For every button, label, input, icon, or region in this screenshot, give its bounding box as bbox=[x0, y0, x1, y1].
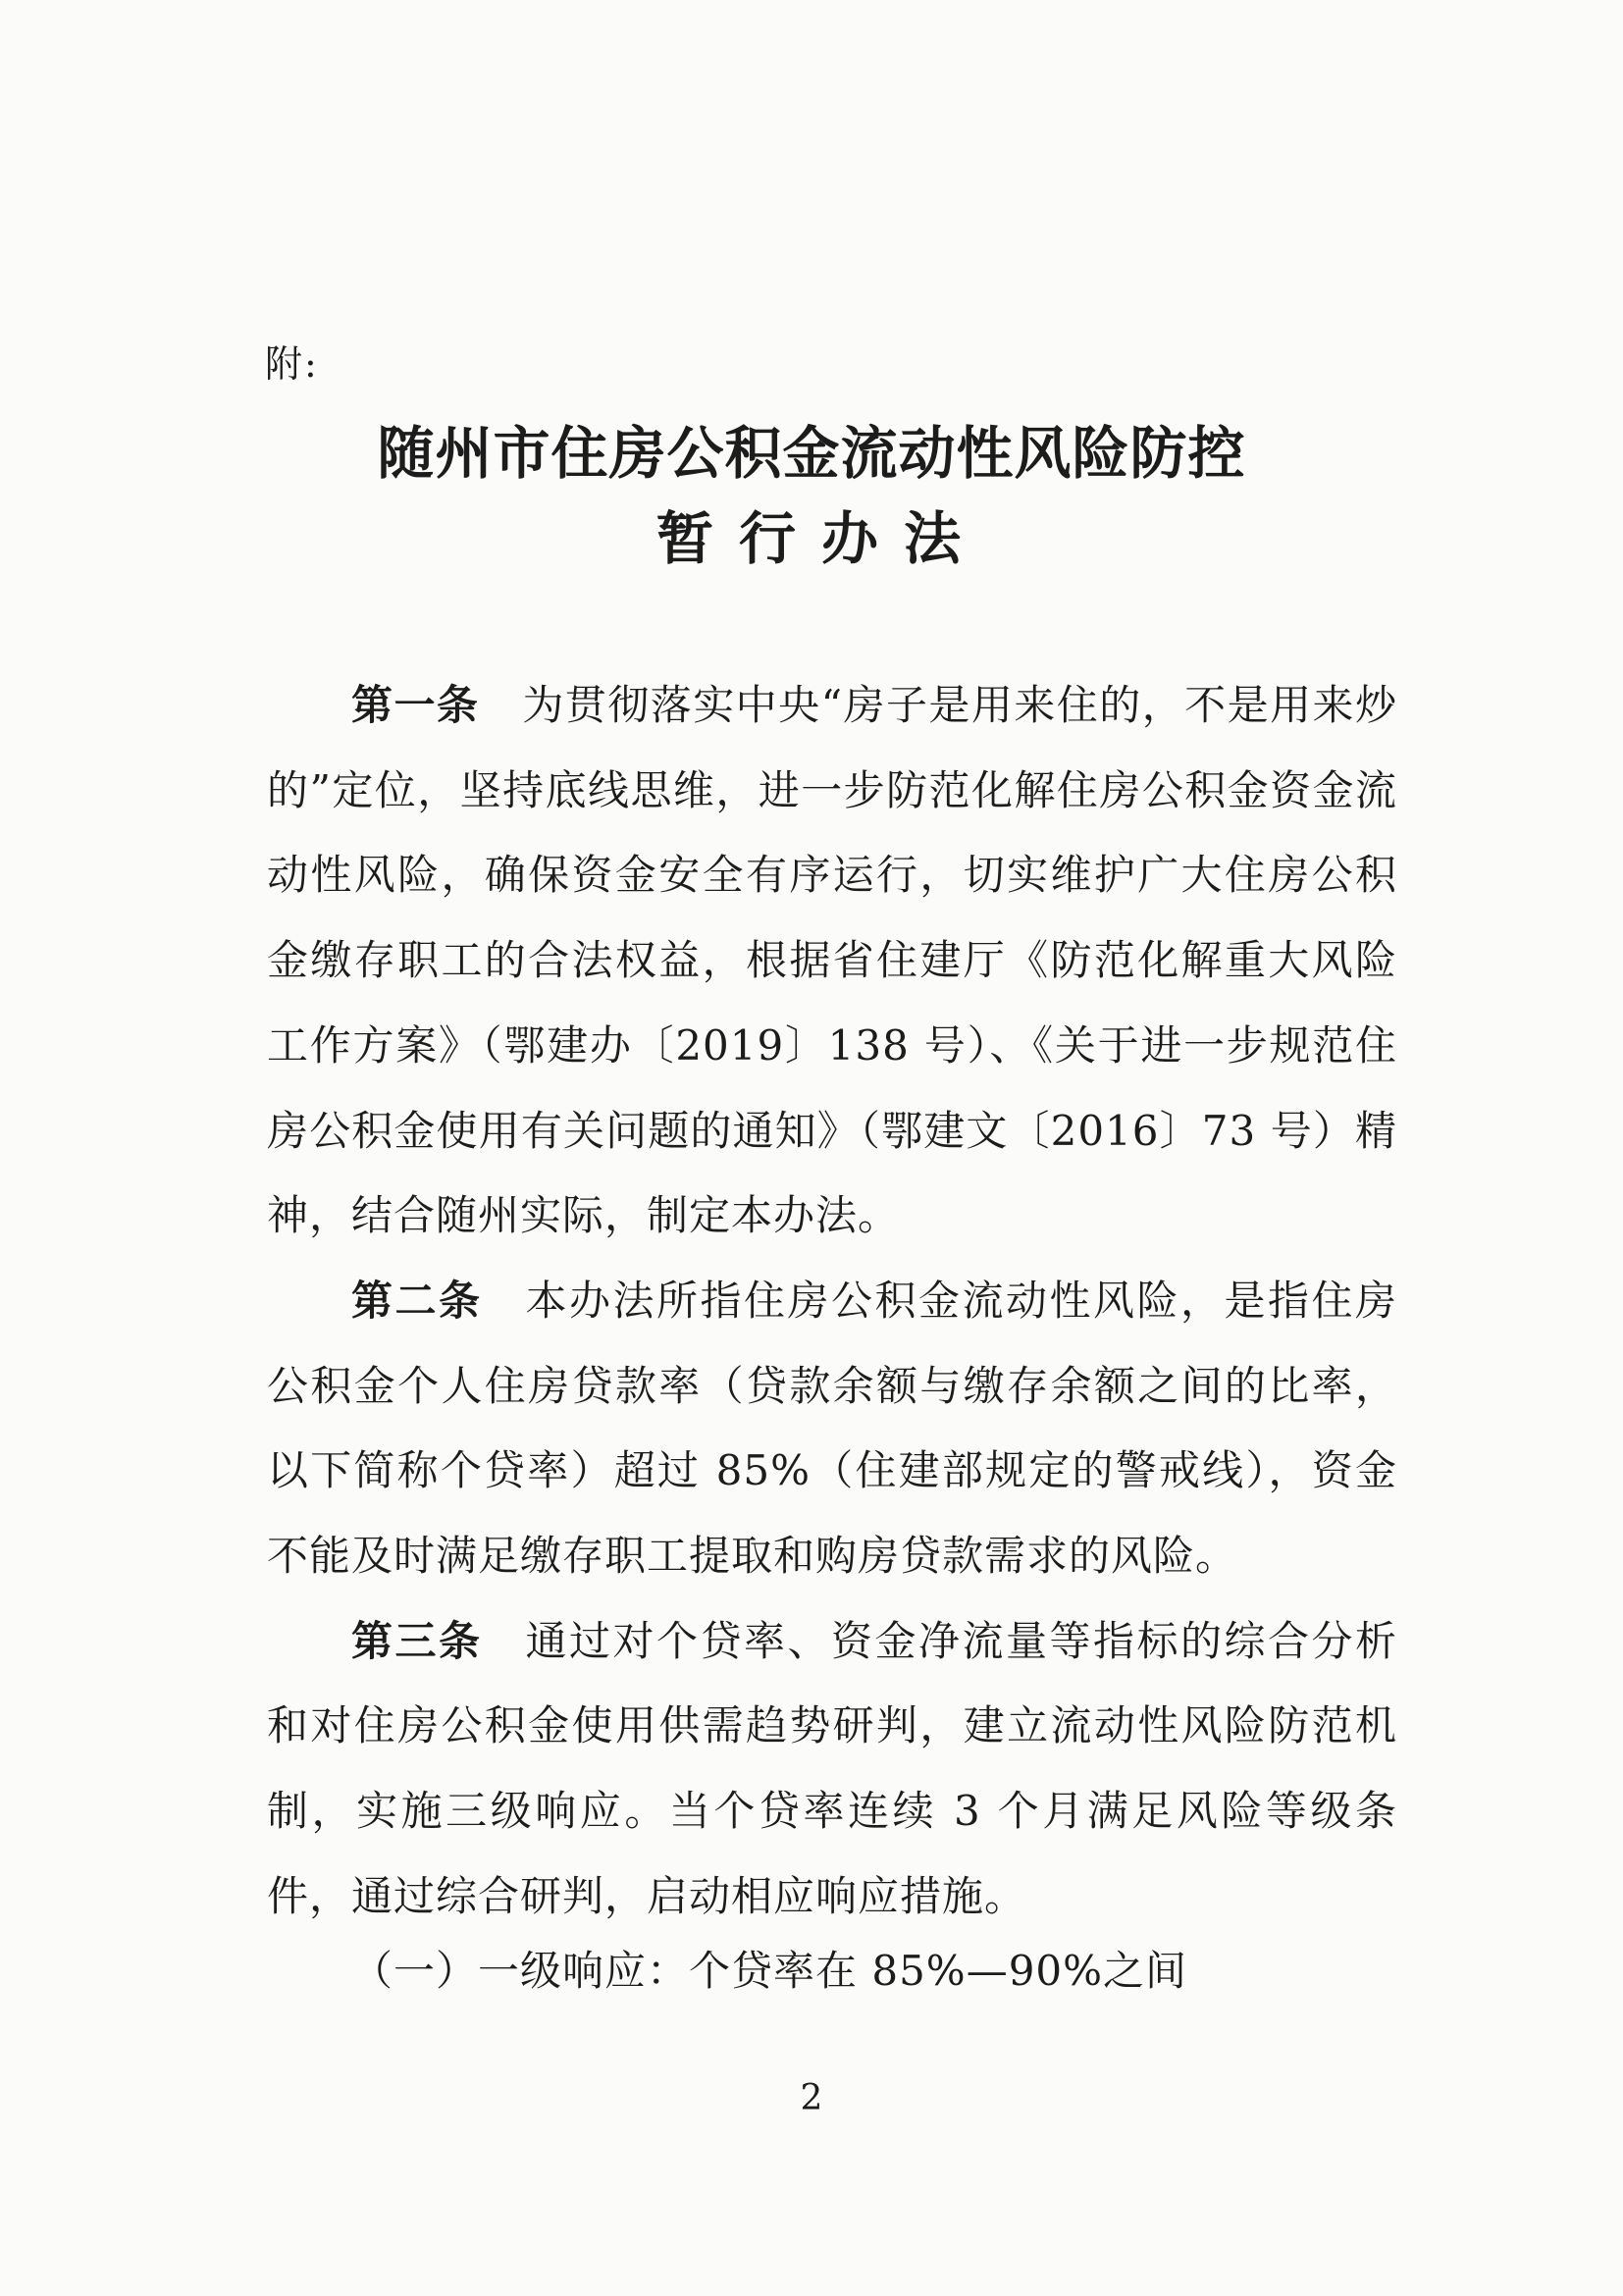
article-1-text: 为贯彻落实中央“房子是用来住的，不是用来炒的”定位，坚持底线思维，进一步防范化解住房公积金资金流动性风险，确保资金安全有序运行，切实维护广大住房公积金缴存职工的合法权益，根据省住建厅《防范化解重大风险工作方案》（鄂建办〔2019〕138 号）、《关于进一步规范住房公积金使用有关问题的通知》（鄂建文〔2016〕73 号）精神，结合随州实际，制定本办法。 bbox=[267, 681, 1397, 1240]
article-3-text: 通过对个贷率、资金净流量等指标的综合分析和对住房公积金使用供需趋势研判，建立流动性风险防范机制，实施三级响应。当个贷率连续 3 个月满足风险等级条件，通过综合研判，启动相应响应措施。 bbox=[267, 1616, 1397, 1920]
article-2-heading: 第二条 bbox=[351, 1276, 483, 1325]
article-3 bbox=[267, 1599, 1397, 1940]
article-2 bbox=[267, 1259, 1397, 1599]
response-level-1: （一）一级响应：个贷率在 85%—90%之间 bbox=[351, 1947, 1188, 1995]
document-body bbox=[267, 663, 1397, 1940]
page-number: 2 bbox=[800, 2078, 823, 2118]
document-subtitle: 暂行办法 bbox=[655, 505, 986, 572]
article-1-heading: 第一条 bbox=[351, 681, 480, 729]
document-title: 随州市住房公积金流动性风险防控 bbox=[377, 420, 1246, 487]
attachment-label: 附: bbox=[265, 342, 319, 386]
article-2-text: 本办法所指住房公积金流动性风险，是指住房公积金个人住房贷款率（贷款余额与缴存余额之间的比率，以下简称个贷率）超过 85%（住建部规定的警戒线），资金不能及时满足缴存职工提取和购房贷款需求的风险。 bbox=[267, 1276, 1397, 1581]
article-3-heading: 第三条 bbox=[351, 1616, 483, 1665]
article-1 bbox=[267, 663, 1397, 1259]
